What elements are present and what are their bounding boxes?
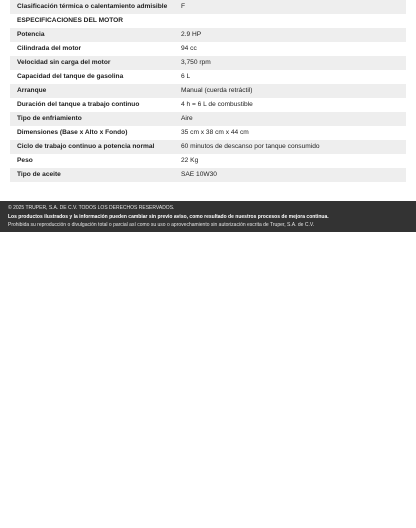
spec-label: Ciclo de trabajo continuo a potencia normal: [17, 143, 155, 150]
spec-row: [10, 56, 406, 70]
spec-row: [10, 112, 406, 126]
spec-label: Arranque: [17, 87, 47, 94]
spec-label: Capacidad del tanque de gasolina: [17, 73, 124, 80]
spec-label: Potencia: [17, 31, 45, 38]
spec-label: Tipo de aceite: [17, 171, 61, 178]
legal-footer: [0, 201, 416, 232]
spec-value: SAE 10W30: [181, 171, 217, 178]
section-title-engine-specs: ESPECIFICACIONES DEL MOTOR: [10, 14, 406, 28]
notice-text: Los productos ilustrados y la información pueden cambiar sin previo aviso, como resultado de nuestros procesos de mejora continua.: [8, 213, 329, 220]
spec-row: [10, 98, 406, 112]
spec-row: [10, 126, 406, 140]
specifications-table: [10, 0, 406, 182]
spec-value: 2.9 HP: [181, 31, 202, 38]
spec-row: [10, 28, 406, 42]
spec-label: Clasificación térmica o calentamiento admisible: [17, 3, 168, 10]
spec-value: F: [181, 3, 186, 10]
spec-value: 6 L: [181, 73, 191, 80]
spec-value: 4 h = 6 L de combustible: [181, 101, 253, 108]
spec-label: Velocidad sin carga del motor: [17, 59, 111, 66]
spec-row: [10, 154, 406, 168]
spec-label: Peso: [17, 157, 33, 164]
spec-label: Duración del tanque a trabajo continuo: [17, 101, 140, 108]
spec-value: 60 minutos de descanso por tanque consumido: [181, 143, 320, 150]
spec-value: 35 cm x 38 cm x 44 cm: [181, 129, 249, 136]
spec-value: 22 Kg: [181, 157, 199, 164]
spec-value: 94 cc: [181, 45, 197, 52]
spec-row-thermal-class: [10, 0, 406, 14]
prohibition-text: Prohibida su reproducción o divulgación total o parcial así como su uso o aprovechamiento sin autorización escrita de Truper, S.A. de C.V.: [8, 222, 315, 228]
spec-value: Aire: [181, 115, 193, 122]
spec-label: Dimensiones (Base x Alto x Fondo): [17, 129, 128, 136]
spec-value: Manual (cuerda retráctil): [181, 87, 253, 94]
spec-row: [10, 140, 406, 154]
copyright-text: © 2025 TRUPER, S.A. DE C.V. TODOS LOS DERECHOS RESERVADOS.: [8, 205, 175, 211]
spec-row: [10, 84, 406, 98]
spec-label: Cilindrada del motor: [17, 45, 82, 52]
spec-label: Tipo de enfriamiento: [17, 115, 82, 122]
spec-value: 3,750 rpm: [181, 59, 211, 66]
spec-row: [10, 42, 406, 56]
spec-row: [10, 70, 406, 84]
spec-row: [10, 168, 406, 182]
